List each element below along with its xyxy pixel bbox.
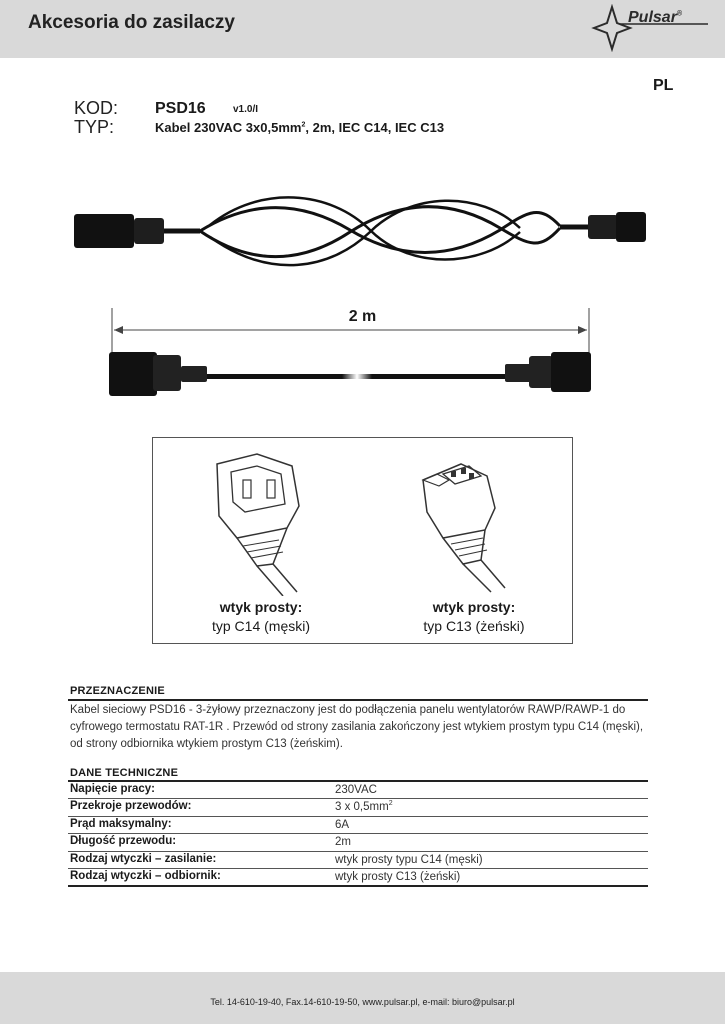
spec-value: 230VAC [335, 783, 377, 796]
plug-c13-caption [384, 598, 564, 636]
language-code: PL [653, 77, 674, 94]
spec-label: Prąd maksymalny: [70, 817, 172, 830]
spec-label: Napięcie pracy: [70, 783, 156, 795]
header-title: Akcesoria do zasilaczy [28, 12, 235, 33]
plug-c14-title: wtyk prosty: [219, 599, 303, 615]
table-row [68, 852, 648, 869]
type-label: TYP: [74, 117, 115, 137]
purpose-text: Kabel sieciowy PSD16 - 3-żyłowy przeznaczony jest do podłączenia panelu wentylatorów RAWP/RAWP-1 do cyfrowego termostatu RAT-1R . Przewód od strony zasilania zakończony jest wtykiem prostym typu C14 (męski), od strony odbiornika wtykiem prostym C13 (żeńskim). [70, 704, 644, 750]
spec-value: wtyk prosty typu C14 (męski) [335, 853, 483, 866]
spec-value: 3 x $0,5mm^2$ [335, 800, 393, 814]
page-footer [0, 972, 725, 1024]
pulsar-logo [590, 4, 715, 52]
table-row [68, 834, 648, 851]
product-version: v1.0/I [233, 104, 259, 115]
cable-length-label: 2 m [348, 308, 377, 325]
code-label: KOD: [74, 98, 119, 118]
spec-label: Długość przewodu: [70, 835, 177, 848]
spec-label: Rodzaj wtyczki – odbiornik: [70, 869, 221, 882]
product-code: PSD16 [155, 100, 206, 117]
tech-table [68, 782, 648, 887]
spec-value: 2m [335, 836, 351, 848]
spec-label: Rodzaj wtyczki – zasilanie: [70, 852, 217, 865]
product-type: Kabel 230VAC $3x0,5mm^2$, 2m, IEC C14, IEC C13 [155, 120, 445, 135]
table-row [68, 782, 648, 799]
plug-c13-desc: typ C13 (żeński) [423, 618, 525, 634]
spec-label: Przekroje przewodów: [70, 800, 192, 813]
table-row [68, 799, 648, 816]
spec-value: wtyk prosty C13 (żeński) [335, 870, 461, 883]
purpose-rule [68, 699, 648, 701]
plug-c13-title: wtyk prosty: [432, 599, 516, 615]
page-header [0, 0, 725, 58]
table-row [68, 869, 648, 887]
plug-types-panel [152, 437, 573, 644]
spec-value: 6A [335, 818, 350, 831]
iec-c14-plug-icon [187, 446, 327, 596]
footer-contact: Tel. 14-610-19-40, Fax.14-610-19-50, www.pulsar.pl, e-mail: biuro@pulsar.pl [210, 997, 515, 1007]
cable-coil-image [60, 180, 660, 300]
purpose-title: PRZEZNACZENIE [70, 685, 165, 697]
table-row [68, 817, 648, 834]
brand-name: Pulsar® [628, 9, 683, 26]
tech-title: DANE TECHNICZNE [70, 767, 179, 779]
plug-c14-caption [171, 598, 351, 636]
iec-c13-plug-icon [399, 446, 539, 596]
plug-c14-desc: typ C14 (męski) [211, 618, 311, 634]
